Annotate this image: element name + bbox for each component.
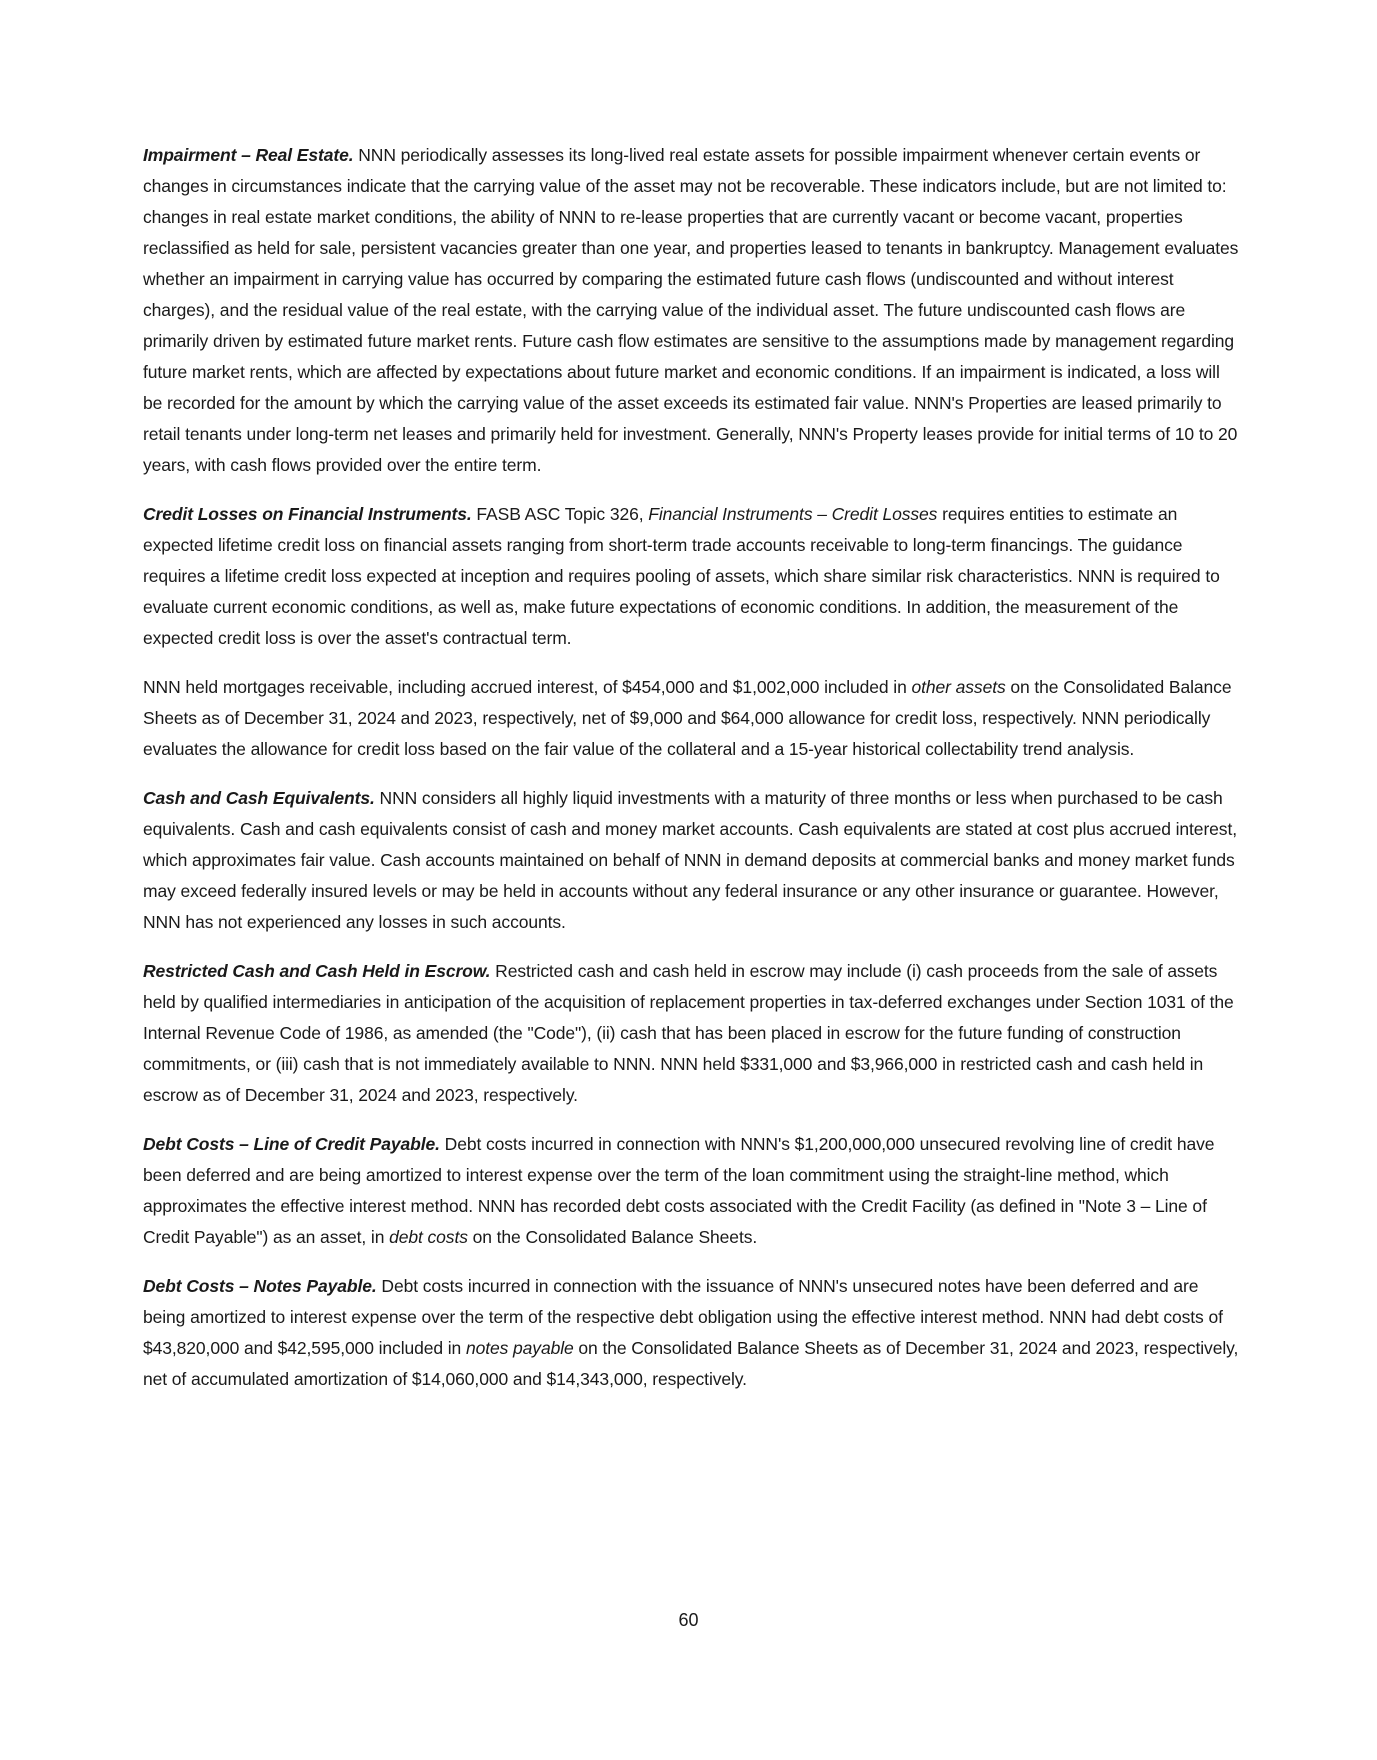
paragraph-text: Restricted cash and cash held in escrow may include (i) cash proceeds from the sale of assets held by qualified intermediaries in anticipation of the acquisition of replacement properties in tax-deferred exchanges under Section 1031 of the Internal Revenue Code of 1986, as amended (the "Code"), (ii) cash that has been placed in escrow for the future funding of construction commitments, or (iii) cash that is not immediately available to NNN. NNN held $331,000 and $3,966,000 in restricted cash and cash held in escrow as of December 31, 2024 and 2023, respectively.: [143, 961, 1234, 1105]
section-heading: Impairment – Real Estate.: [143, 145, 354, 165]
paragraph-text: Debt costs incurred in connection with NNN's $1,200,000,000 unsecured revolving line of credit have been deferred and are being amortized to interest expense over the term of the loan commitment using the straight-line method, which approximates the effective interest method. NNN has recorded debt costs associated with the Credit Facility (as defined in "Note 3 – Line of Credit Payable") as an asset, in: [143, 1134, 1215, 1247]
paragraph-text: on the Consolidated Balance Sheets as of December 31, 2024 and 2023, respectively, net of $9,000 and $64,000 allowance for credit loss, respectively. NNN periodically evaluates the allowance for credit loss based on the fair value of the collateral and a 15-year historical collectability trend analysis.: [143, 677, 1232, 759]
paragraph-text: on the Consolidated Balance Sheets.: [467, 1227, 758, 1247]
section-heading: Debt Costs – Line of Credit Payable.: [143, 1134, 440, 1154]
paragraph-cash-equivalents: [143, 783, 1243, 938]
section-heading: Cash and Cash Equivalents.: [143, 788, 375, 808]
paragraph-text: FASB ASC Topic 326,: [471, 504, 649, 524]
page-number: 60: [678, 1610, 699, 1630]
paragraph-text: NNN held mortgages receivable, including accrued interest, of $454,000 and $1,002,000 included in: [143, 677, 912, 697]
section-heading: Credit Losses on Financial Instruments.: [143, 504, 472, 524]
paragraph-mortgages-receivable: [143, 672, 1243, 765]
paragraph-debt-costs-line-of-credit: [143, 1129, 1243, 1253]
italic-term: debt costs: [389, 1227, 468, 1247]
paragraph-text: NNN periodically assesses its long-lived real estate assets for possible impairment whenever certain events or changes in circumstances indicate that the carrying value of the asset may not be recoverable. These indicators include, but are not limited to: changes in real estate market conditions, the ability of NNN to re-lease properties that are currently vacant or become vacant, properties reclassified as held for sale, persistent vacancies greater than one year, and properties leased to tenants in bankruptcy. Management evaluates whether an impairment in carrying value has occurred by comparing the estimated future cash flows (undiscounted and without interest charges), and the residual value of the real estate, with the carrying value of the individual asset. The future undiscounted cash flows are primarily driven by estimated future market rents. Future cash flow estimates are sensitive to the assumptions made by management regarding future market rents, which are affected by expectations about future market and economic conditions. If an impairment is indicated, a loss will be recorded for the amount by which the carrying value of the asset exceeds its estimated fair value. NNN's Properties are leased primarily to retail tenants under long-term net leases and primarily held for investment. Generally, NNN's Property leases provide for initial terms of 10 to 20 years, with cash flows provided over the entire term.: [143, 145, 1239, 475]
paragraph-restricted-cash: [143, 956, 1243, 1111]
paragraph-debt-costs-notes-payable: [143, 1271, 1243, 1395]
paragraph-text: on the Consolidated Balance Sheets as of December 31, 2024 and 2023, respectively, net of accumulated amortization of $14,060,000 and $14,343,000, respectively.: [143, 1338, 1239, 1389]
italic-term: Financial Instruments – Credit Losses: [648, 504, 938, 524]
paragraph-text: Debt costs incurred in connection with the issuance of NNN's unsecured notes have been deferred and are being amortized to interest expense over the term of the respective debt obligation using the effective interest method. NNN had debt costs of $43,820,000 and $42,595,000 included in: [143, 1276, 1223, 1358]
section-heading: Restricted Cash and Cash Held in Escrow.: [143, 961, 491, 981]
paragraph-credit-losses: [143, 499, 1243, 654]
paragraph-text: requires entities to estimate an expected lifetime credit loss on financial assets ranging from short-term trade accounts receivable to long-term financings. The guidance requires a lifetime credit loss expected at inception and requires pooling of assets, which share similar risk characteristics. NNN is required to evaluate current economic conditions, as well as, make future expectations of economic conditions. In addition, the measurement of the expected credit loss is over the asset's contractual term.: [143, 504, 1220, 648]
document-page: [143, 140, 1243, 1413]
italic-term: other assets: [911, 677, 1006, 697]
paragraph-text: NNN considers all highly liquid investments with a maturity of three months or less when purchased to be cash equivalents. Cash and cash equivalents consist of cash and money market accounts. Cash equivalents are stated at cost plus accrued interest, which approximates fair value. Cash accounts maintained on behalf of NNN in demand deposits at commercial banks and money market funds may exceed federally insured levels or may be held in accounts without any federal insurance or any other insurance or guarantee. However, NNN has not experienced any losses in such accounts.: [143, 788, 1237, 932]
paragraph-impairment-real-estate: [143, 140, 1243, 481]
section-heading: Debt Costs – Notes Payable.: [143, 1276, 377, 1296]
italic-term: notes payable: [465, 1338, 574, 1358]
